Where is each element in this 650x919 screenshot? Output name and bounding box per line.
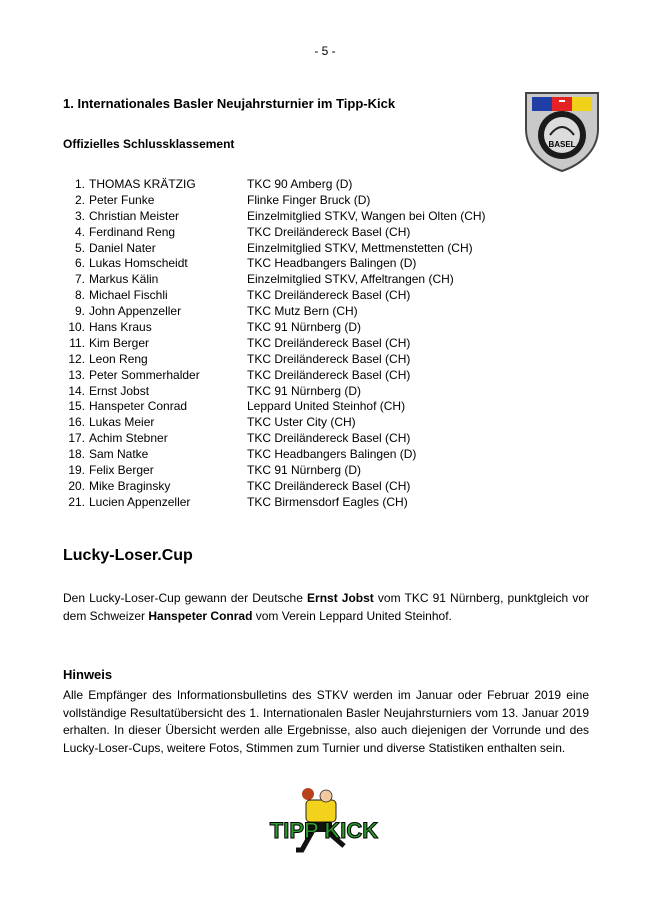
player-name: Sam Natke [89, 447, 149, 462]
list-item [63, 272, 486, 288]
list-item [63, 415, 486, 431]
rank-number: 9. [74, 304, 85, 319]
rank-number: 2. [74, 192, 85, 207]
list-item [63, 399, 486, 415]
rank-number: 13. [68, 367, 85, 382]
club-name: Einzelmitglied STKV, Affeltrangen (CH) [247, 272, 454, 287]
rank-number: 15. [68, 399, 85, 414]
rank-number: 10. [68, 320, 85, 335]
rank-number: 18. [68, 447, 85, 462]
section-subtitle: Offizielles Schlussklassement [63, 137, 235, 151]
runner-up-name: Hanspeter Conrad [148, 608, 253, 623]
list-item [63, 209, 486, 225]
player-name: Daniel Nater [89, 240, 156, 255]
rank-number: 5. [74, 240, 85, 255]
player-name: Leon Reng [89, 351, 148, 366]
club-name: TKC Dreiländereck Basel (CH) [247, 431, 411, 446]
club-name: TKC Dreiländereck Basel (CH) [247, 335, 411, 350]
text-segment: Den Lucky-Loser-Cup gewann der Deutsche [63, 591, 308, 605]
list-item [63, 336, 486, 352]
club-name: TKC Dreiländereck Basel (CH) [247, 478, 411, 493]
club-name: TKC Uster City (CH) [247, 415, 356, 430]
ranking-list [63, 177, 486, 511]
club-name: TKC Dreiländereck Basel (CH) [247, 288, 411, 303]
rank-number: 3. [74, 208, 85, 223]
player-name: Felix Berger [89, 463, 154, 478]
club-name: TKC Dreiländereck Basel (CH) [247, 351, 411, 366]
player-name: Ferdinand Reng [89, 224, 176, 239]
player-name: THOMAS KRÄTZIG [89, 177, 196, 191]
hinweis-heading: Hinweis [63, 667, 113, 682]
club-logo [520, 89, 604, 173]
player-name: Hanspeter Conrad [89, 399, 188, 414]
player-name: Peter Funke [89, 192, 155, 207]
text-segment: vom TKC 91 Nürnberg, punktgleich vor dem Schweizer [63, 591, 590, 623]
club-name: Einzelmitglied STKV, Mettmenstetten (CH) [247, 240, 473, 255]
player-name: Lucien Appenzeller [89, 494, 191, 509]
rank-number: 4. [74, 224, 85, 239]
club-name: TKC Dreiländereck Basel (CH) [247, 224, 411, 239]
player-name: Lukas Homscheidt [89, 256, 188, 271]
list-item [63, 225, 486, 241]
club-name: TKC Mutz Bern (CH) [247, 304, 358, 319]
list-item [63, 320, 486, 336]
player-name: Ernst Jobst [89, 383, 150, 398]
rank-number: 11. [69, 335, 85, 350]
lucky-loser-heading: Lucky-Loser.Cup [63, 547, 193, 564]
list-item [63, 241, 486, 257]
player-name: Christian Meister [89, 208, 180, 223]
club-name: TKC 91 Nürnberg (D) [247, 383, 362, 398]
club-name: TKC Dreiländereck Basel (CH) [247, 367, 411, 382]
rank-number: 14. [68, 383, 85, 398]
list-item [63, 193, 486, 209]
rank-number: 21. [68, 494, 85, 509]
player-name: Kim Berger [89, 335, 150, 350]
rank-number: 19. [68, 463, 85, 478]
club-name: TKC Headbangers Balingen (D) [247, 256, 417, 271]
rank-number: 7. [74, 272, 85, 287]
player-name: Peter Sommerhalder [89, 367, 200, 382]
list-item [63, 256, 486, 272]
club-name: TKC Headbangers Balingen (D) [247, 447, 417, 462]
text-segment: vom Verein Leppard United Steinhof. [252, 608, 452, 623]
list-item [63, 177, 486, 193]
rank-number: 12. [68, 351, 85, 366]
rank-number: 16. [68, 415, 85, 430]
list-item [63, 384, 486, 400]
rank-number: 17. [68, 431, 85, 446]
rank-number: 20. [68, 478, 85, 493]
rank-number: 8. [74, 288, 85, 303]
player-name: John Appenzeller [89, 304, 182, 319]
club-name: TKC 91 Nürnberg (D) [247, 320, 362, 335]
list-item [63, 463, 486, 479]
player-name: Mike Braginsky [89, 478, 171, 493]
club-name: Flinke Finger Bruck (D) [247, 192, 371, 207]
list-item [63, 447, 486, 463]
tipp-kick-logo [248, 788, 400, 866]
hinweis-text: Alle Empfänger des Informationsbulletins des STKV werden im Januar oder Februar 2019 eine vollständige Resultatübersicht des 1. Internationalen Basler Neujahrsturniers vom 13. Januar 2019 erhalten. In dieser Übersicht werden alle Ergebnisse, also auch diejenigen der Vorrunde und des Lucky-Loser-Cups, weitere Fotos, Stimmen zum Turnier und diverse Statistiken enthalten sein. [63, 688, 589, 755]
player-name: Lukas Meier [89, 415, 155, 430]
list-item [63, 479, 486, 495]
rank-number: 6. [74, 256, 85, 271]
player-name: Hans Kraus [89, 320, 152, 335]
tipp-kick-wordmark: TIPP KICK [269, 818, 379, 843]
club-name: TKC 91 Nürnberg (D) [247, 463, 362, 478]
player-name: Achim Stebner [89, 431, 168, 446]
club-name: TKC 90 Amberg (D) [247, 177, 353, 191]
list-item [63, 288, 486, 304]
player-name: Markus Kälin [89, 272, 159, 287]
club-name: TKC Birmensdorf Eagles (CH) [247, 494, 408, 509]
list-item [63, 304, 486, 320]
club-name: Einzelmitglied STKV, Wangen bei Olten (CH) [247, 208, 486, 223]
page-title: 1. Internationales Basler Neujahrsturnier im Tipp-Kick [63, 96, 396, 111]
club-name: Leppard United Steinhof (CH) [247, 399, 406, 414]
winner-name: Ernst Jobst [307, 591, 374, 605]
list-item [63, 368, 486, 384]
lucky-loser-text [63, 590, 589, 625]
rank-number: 1. [74, 177, 85, 191]
club-logo-city: BASEL [548, 140, 576, 149]
list-item [63, 431, 486, 447]
list-item [63, 352, 486, 368]
page-number: - 5 - [314, 44, 336, 58]
player-name: Michael Fischli [89, 288, 168, 303]
list-item [63, 495, 486, 511]
